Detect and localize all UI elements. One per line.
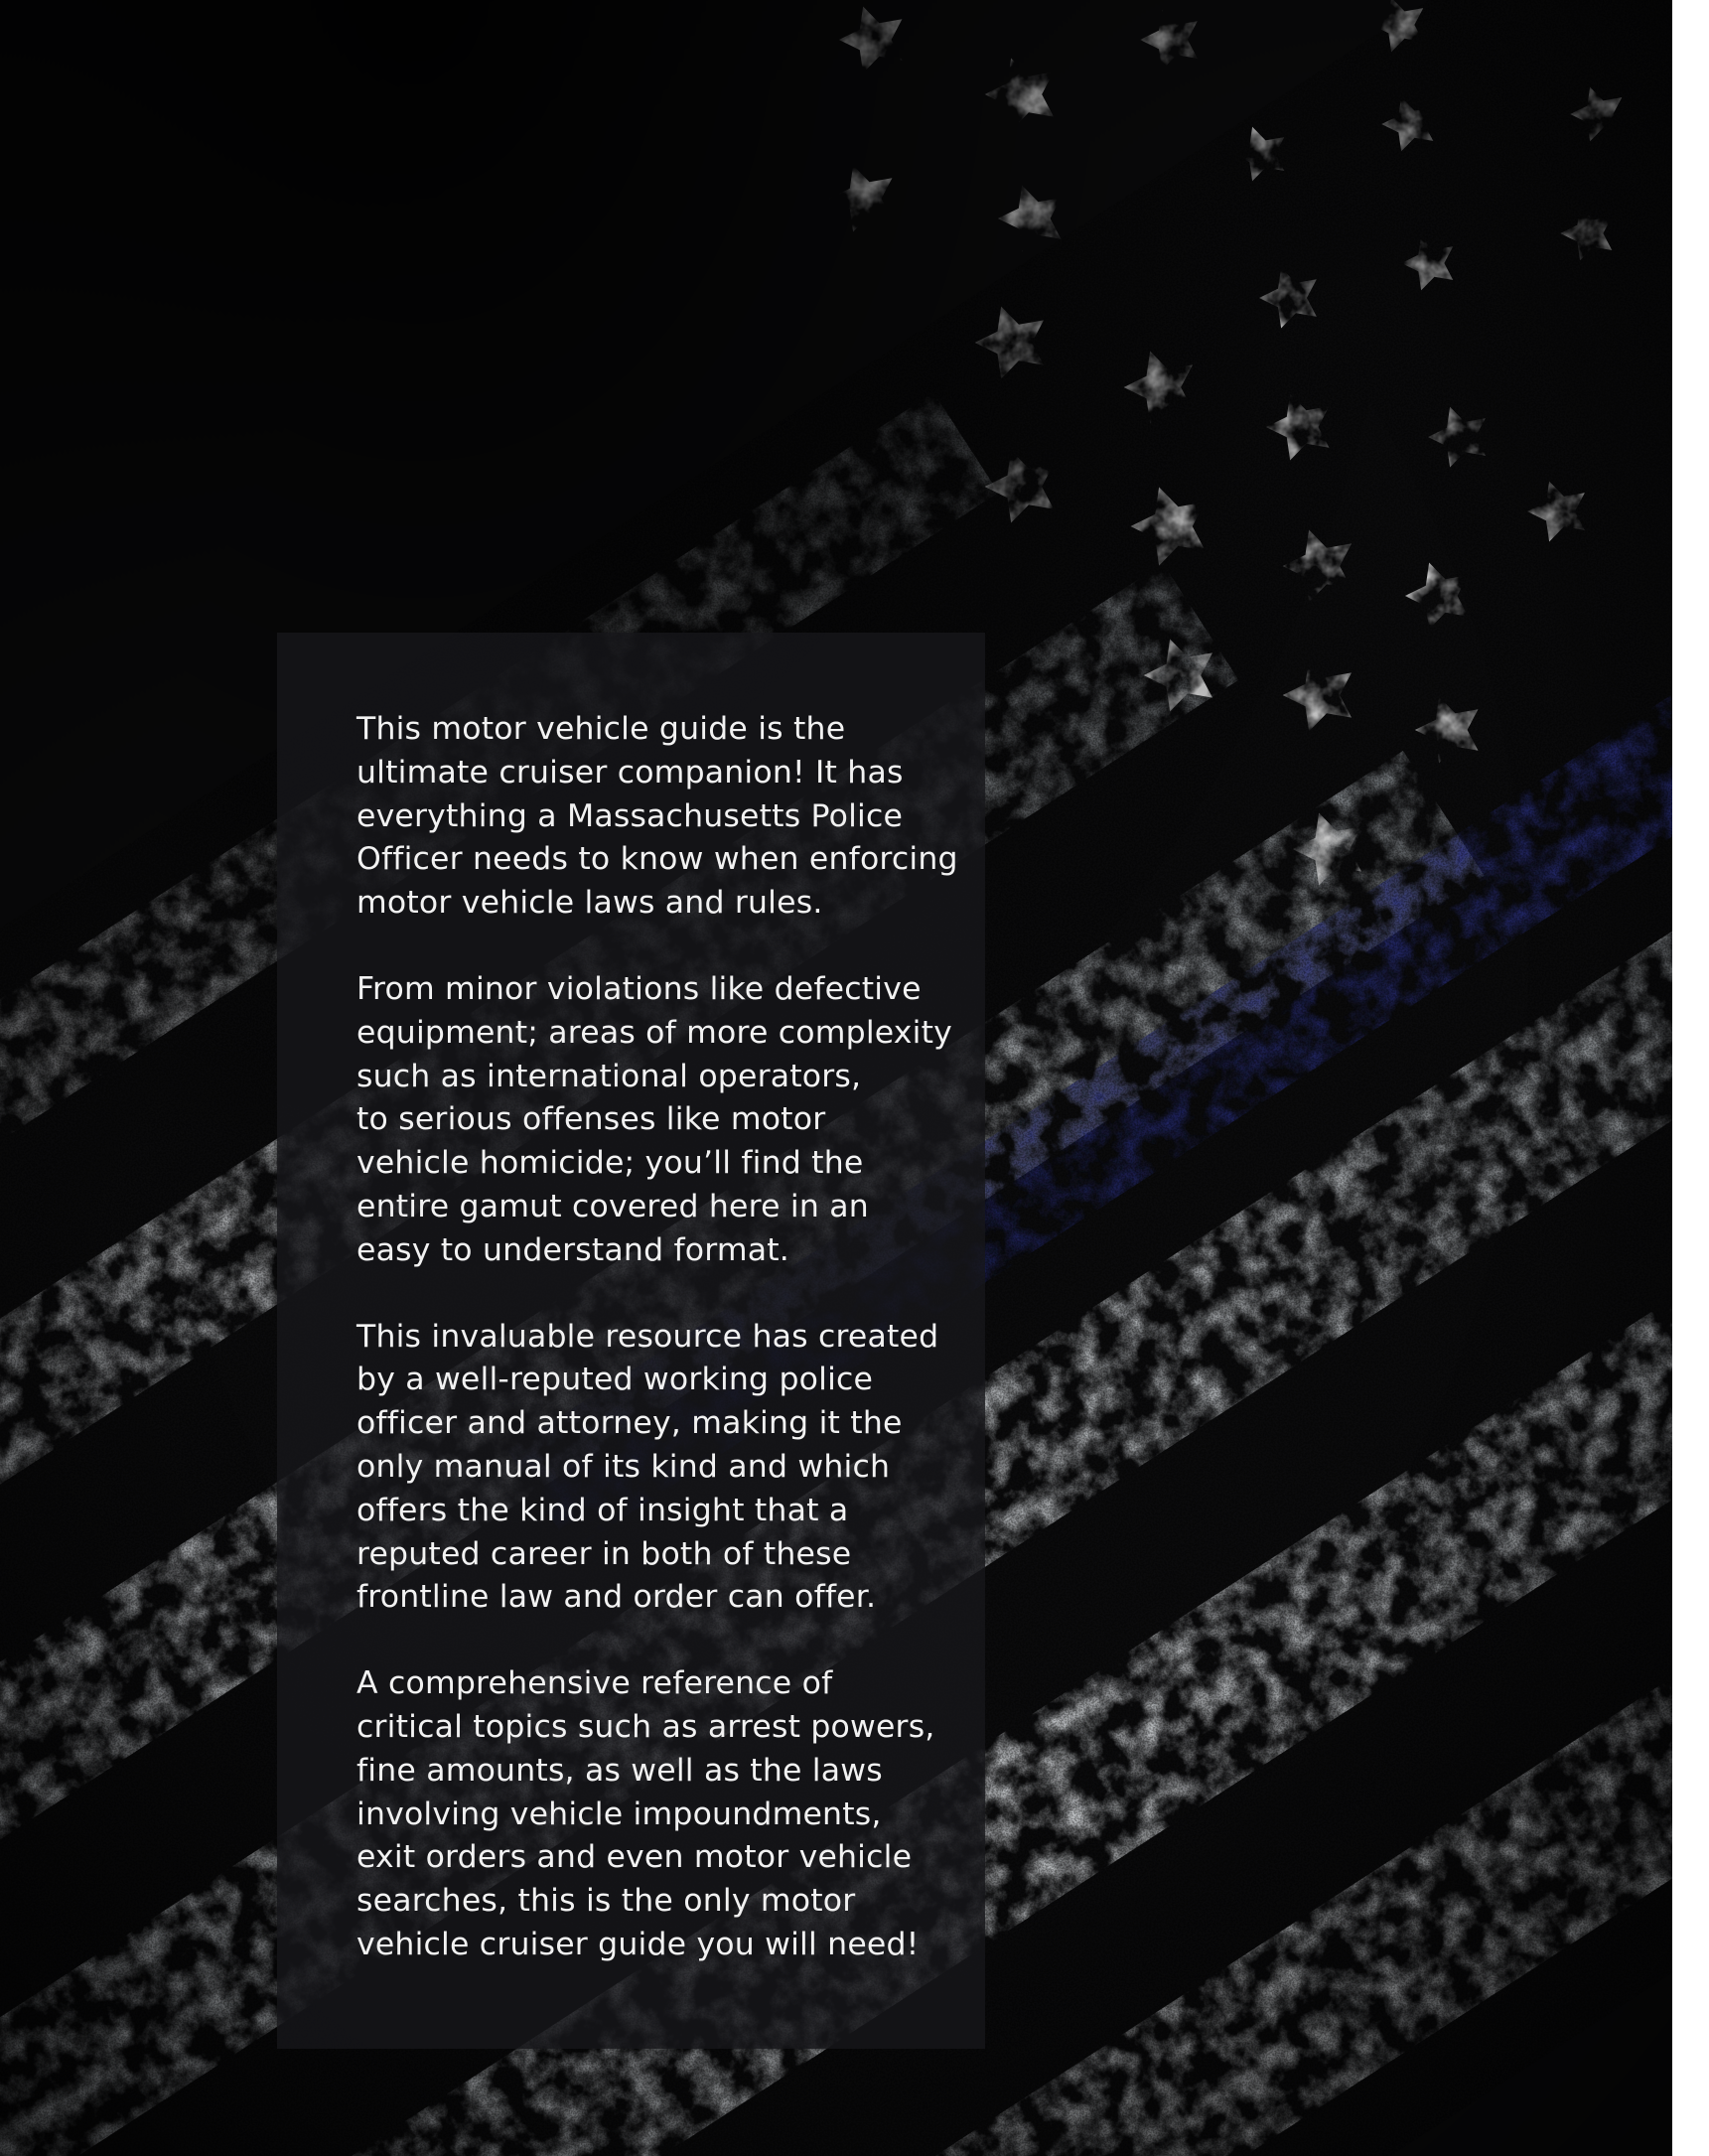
paragraph-author — [356, 1316, 945, 1621]
text-line: exit orders and even motor vehicle — [356, 1839, 913, 1876]
text-line: This motor vehicle guide is the — [356, 711, 846, 747]
text-line: offers the kind of insight that a — [356, 1492, 849, 1528]
text-line: officer and attorney, making it the — [356, 1405, 903, 1442]
text-line: reputed career in both of these — [356, 1535, 852, 1572]
page-margin — [1672, 0, 1709, 2156]
text-line: critical topics such as arrest powers, — [356, 1708, 935, 1745]
text-line: involving vehicle impoundments, — [356, 1796, 882, 1832]
text-line: only manual of its kind and which — [356, 1448, 891, 1485]
text-line: vehicle cruiser guide you will need! — [356, 1926, 920, 1962]
text-line: easy to understand format. — [356, 1231, 789, 1268]
text-line: to serious offenses like motor — [356, 1101, 826, 1138]
text-line: searches, this is the only motor — [356, 1883, 856, 1920]
text-line: From minor violations like defective — [356, 970, 922, 1007]
paragraph-reference — [356, 1662, 945, 1967]
description-panel — [277, 633, 985, 2049]
text-line: This invaluable resource has created — [356, 1318, 939, 1355]
text-line: entire gamut covered here in an — [356, 1188, 869, 1224]
paragraph-intro — [356, 708, 958, 926]
text-line: everything a Massachusetts Police — [356, 797, 904, 834]
text-line: by a well-reputed working police — [356, 1362, 874, 1398]
text-line: fine amounts, as well as the laws — [356, 1752, 883, 1789]
text-line: Officer needs to know when enforcing — [356, 841, 958, 878]
text-line: such as international operators, — [356, 1058, 862, 1094]
paragraph-coverage — [356, 968, 952, 1273]
text-line: motor vehicle laws and rules. — [356, 885, 823, 922]
text-line: A comprehensive reference of — [356, 1665, 833, 1702]
text-line: equipment; areas of more complexity — [356, 1014, 952, 1051]
text-line: frontline law and order can offer. — [356, 1579, 877, 1616]
text-line: vehicle homicide; you’ll find the — [356, 1145, 864, 1182]
text-line: ultimate cruiser companion! It has — [356, 754, 904, 791]
